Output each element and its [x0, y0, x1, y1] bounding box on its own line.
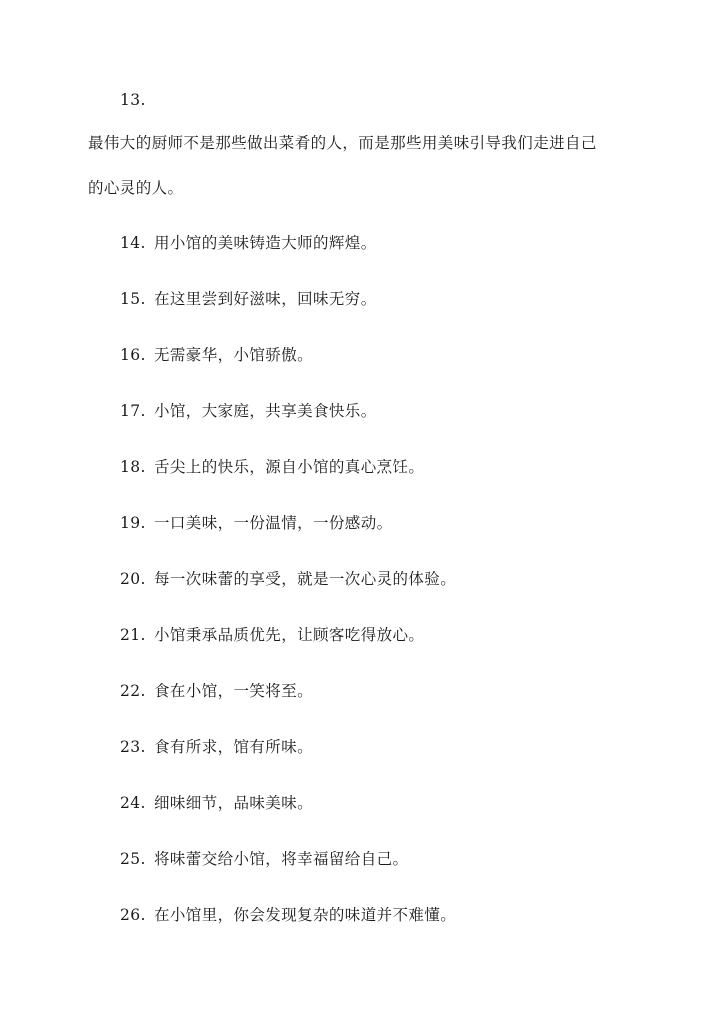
item-text: 食在小馆，一笑将至。 — [154, 682, 314, 700]
item-number: 21. — [120, 626, 146, 644]
list-item — [120, 905, 456, 925]
item-text: 小馆，大家庭，共享美食快乐。 — [154, 402, 377, 420]
item-number: 18. — [120, 458, 146, 476]
list-item — [120, 401, 377, 421]
item-text: 将味蕾交给小馆，将幸福留给自己。 — [154, 850, 409, 868]
item-number: 25. — [120, 850, 146, 868]
item-13-text-line-2: 的心灵的人。 — [88, 179, 184, 197]
item-text: 在这里尝到好滋味，回味无穷。 — [154, 290, 377, 308]
item-number: 22. — [120, 682, 146, 700]
item-text: 每一次味蕾的享受，就是一次心灵的体验。 — [154, 570, 457, 588]
list-item — [120, 289, 377, 309]
list-item — [120, 793, 313, 813]
item-number: 14. — [120, 234, 146, 252]
list-item — [120, 737, 313, 757]
item-13-text-line-1: 最伟大的厨师不是那些做出菜肴的人，而是那些用美味引导我们走进自己 — [88, 134, 597, 152]
item-number: 19. — [120, 514, 146, 532]
list-item — [120, 345, 313, 365]
item-13-number: 13. — [120, 91, 146, 109]
item-text: 一口美味，一份温情，一份感动。 — [154, 514, 393, 532]
item-number: 23. — [120, 738, 146, 756]
list-item — [120, 625, 424, 645]
item-text: 在小馆里，你会发现复杂的味道并不难懂。 — [154, 906, 457, 924]
list-item — [120, 457, 424, 477]
item-number: 17. — [120, 402, 146, 420]
list-item — [120, 569, 456, 589]
item-text: 食有所求，馆有所味。 — [154, 738, 314, 756]
item-number: 26. — [120, 906, 146, 924]
item-text: 细味细节，品味美味。 — [154, 794, 314, 812]
item-text: 用小馆的美味铸造大师的辉煌。 — [154, 234, 377, 252]
item-text: 舌尖上的快乐，源自小馆的真心烹饪。 — [154, 458, 425, 476]
item-number: 15. — [120, 290, 146, 308]
item-number: 24. — [120, 794, 146, 812]
list-item — [120, 681, 313, 701]
item-number: 16. — [120, 346, 146, 364]
item-text: 无需豪华，小馆骄傲。 — [154, 346, 314, 364]
list-item — [120, 849, 408, 869]
list-item — [120, 233, 377, 253]
list-item — [120, 513, 393, 533]
item-text: 小馆秉承品质优先，让顾客吃得放心。 — [154, 626, 425, 644]
item-number: 20. — [120, 570, 146, 588]
